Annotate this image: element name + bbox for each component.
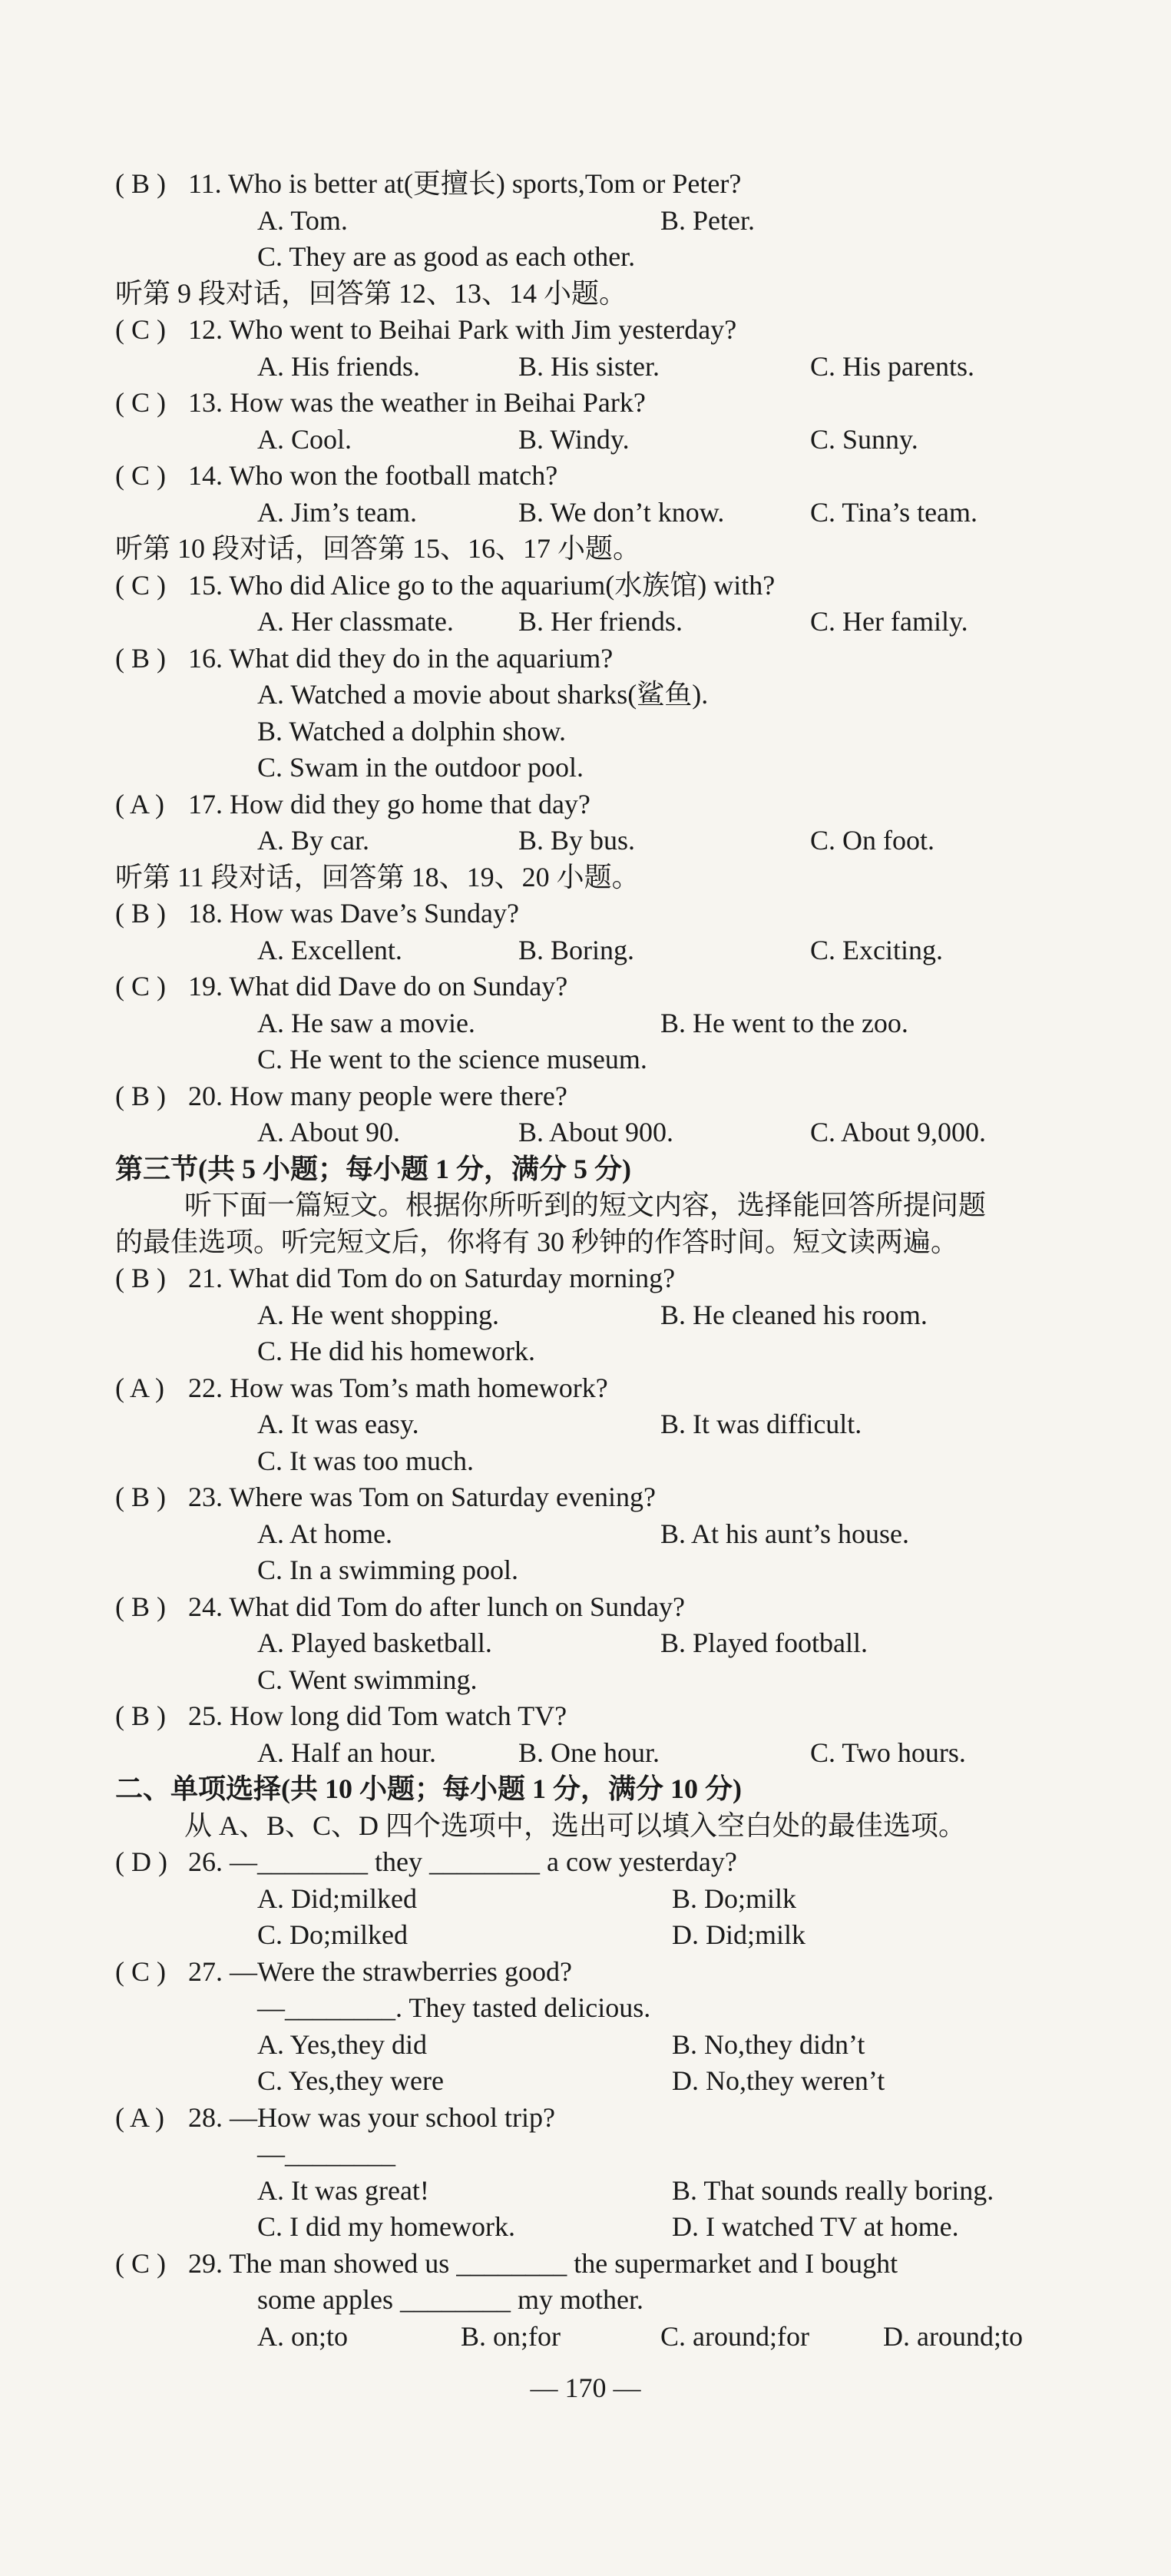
answer-mark: ( B ) [115, 1263, 166, 1293]
options-row [0, 1515, 1171, 1552]
section-three-instruction-text: 听下面一篇短文。根据你所听到的短文内容，选择能回答所提问题 [184, 1190, 987, 1220]
page-footer [0, 2369, 1171, 2406]
q29 [0, 2245, 1171, 2282]
option-text: A. He went shopping. [257, 1299, 499, 1330]
option-text: B. By bus. [518, 825, 636, 856]
question-line [0, 1989, 1171, 2026]
option-text: C. In a swimming pool. [257, 1555, 518, 1585]
options-row [0, 1296, 1171, 1333]
question-stem: 17. How did they go home that day? [188, 788, 590, 819]
question-stem: 11. Who is better at(更擅长) sports,Tom or Peter? [188, 168, 742, 199]
option-d: D. Did;milk [672, 1919, 806, 1950]
option-text: C. Tina’s team. [810, 496, 978, 528]
q27 [0, 1953, 1171, 1990]
section-heading-10 [0, 530, 1171, 567]
option-text: C. Sunny. [810, 423, 918, 455]
option-c: C. I did my homework. [257, 2211, 515, 2242]
question-7 [0, 895, 1171, 932]
question-5 [0, 640, 1171, 677]
q28 [0, 2099, 1171, 2136]
question-0 [0, 165, 1171, 202]
option-text: C. His parents. [810, 350, 974, 382]
options-row [0, 1114, 1171, 1151]
option-text: A. Cool. [257, 423, 352, 455]
section-heading-9 [0, 275, 1171, 312]
question-1 [0, 311, 1171, 348]
answer-mark: ( B ) [115, 898, 166, 929]
option-d: D. No,they weren’t [672, 2065, 885, 2096]
question-stem: 26. —________ they ________ a cow yesterday? [188, 1846, 737, 1877]
option-a: A. Did;milked [257, 1882, 417, 1914]
option-d: D. around;to [883, 2320, 1023, 2352]
question-stem: 19. What did Dave do on Sunday? [188, 971, 568, 1002]
question-8 [0, 968, 1171, 1005]
option-text: B. Played football. [660, 1627, 868, 1658]
question-4 [0, 567, 1171, 604]
options-row [0, 1551, 1171, 1588]
option-a: A. Yes,they did [257, 2028, 428, 2060]
question-line [0, 2281, 1171, 2318]
answer-mark: ( C ) [115, 460, 166, 491]
option-text: C. Two hours. [810, 1737, 966, 1768]
question-stem: 21. What did Tom do on Saturday morning? [188, 1263, 676, 1293]
answer-mark: ( C ) [115, 314, 166, 345]
option-text: C. Exciting. [810, 934, 943, 965]
question-3 [0, 457, 1171, 494]
options-row [0, 713, 1171, 750]
question-stem: 16. What did they do in the aquarium? [188, 642, 614, 674]
section-three-title-text: 第三节(共 5 小题；每小题 1 分，满分 5 分) [115, 1153, 631, 1184]
option-text: C. Her family. [810, 606, 968, 637]
answer-mark: ( D ) [115, 1846, 167, 1877]
answer-mark: ( B ) [115, 1482, 166, 1512]
options-row [0, 1624, 1171, 1661]
question-line-2: some apples ________ my mother. [257, 2284, 643, 2315]
answer-mark: ( A ) [115, 1372, 165, 1403]
answer-mark: ( C ) [115, 387, 166, 418]
question-stem: 12. Who went to Beihai Park with Jim yesterday? [188, 314, 737, 345]
options-row [0, 1661, 1171, 1698]
options-row [0, 749, 1171, 786]
options-row [0, 2208, 1171, 2245]
question-stem: 27. —Were the strawberries good? [188, 1955, 572, 1987]
options-row [0, 932, 1171, 968]
part-two-instruction [0, 1807, 1171, 1844]
page-number: — 170 — [530, 2372, 641, 2403]
answer-mark: ( B ) [115, 1591, 166, 1622]
section-heading-11-text: 听第 11 段对话，回答第 18、19、20 小题。 [115, 861, 640, 892]
answer-mark: ( B ) [115, 168, 166, 199]
question-stem: 28. —How was your school trip? [188, 2101, 555, 2133]
question-stem: 13. How was the weather in Beihai Park? [188, 387, 646, 418]
option-text: B. At his aunt’s house. [660, 1518, 910, 1549]
section-three-instruction [0, 1187, 1171, 1223]
options-row [0, 1406, 1171, 1442]
option-text: A. Watched a movie about sharks(鲨鱼). [257, 679, 709, 710]
options-row [0, 1880, 1171, 1917]
option-text: B. It was difficult. [660, 1409, 862, 1439]
option-text: C. He did his homework. [257, 1336, 535, 1366]
options-row [0, 421, 1171, 458]
part-two-instruction-text: 从 A、B、C、D 四个选项中，选出可以填入空白处的最佳选项。 [184, 1809, 967, 1841]
section-three-instruction-2-text: 的最佳选项。听完短文后，你将有 30 秒钟的作答时间。短文读两遍。 [115, 1226, 959, 1257]
question-13 [0, 1588, 1171, 1625]
option-text: B. We don’t know. [518, 496, 725, 528]
answer-mark: ( C ) [115, 569, 166, 601]
section-heading-10-text: 听第 10 段对话，回答第 15、16、17 小题。 [115, 533, 641, 564]
option-text: C. About 9,000. [810, 1117, 987, 1147]
option-text: B. Windy. [518, 423, 630, 455]
section-heading-9-text: 听第 9 段对话，回答第 12、13、14 小题。 [115, 277, 627, 309]
option-text: B. His sister. [518, 350, 660, 382]
options-row [0, 1005, 1171, 1041]
option-text: A. It was easy. [257, 1409, 419, 1439]
answer-mark: ( C ) [115, 971, 166, 1002]
options-row [0, 238, 1171, 275]
option-text: A. His friends. [257, 350, 420, 382]
options-row [0, 676, 1171, 713]
answer-mark: ( B ) [115, 1700, 166, 1731]
question-12 [0, 1478, 1171, 1515]
answer-mark: ( A ) [115, 2101, 165, 2133]
option-text: A. About 90. [257, 1117, 401, 1147]
options-row [0, 348, 1171, 385]
option-text: A. Her classmate. [257, 606, 454, 637]
option-text: A. By car. [257, 825, 369, 856]
option-text: C. Swam in the outdoor pool. [257, 752, 584, 783]
option-text: B. Her friends. [518, 606, 683, 637]
question-line-2: —________ [257, 2138, 395, 2169]
option-text: B. He went to the zoo. [660, 1007, 908, 1038]
option-text: B. About 900. [518, 1117, 674, 1147]
option-text: A. Half an hour. [257, 1737, 436, 1768]
options-row [0, 2062, 1171, 2099]
option-b: B. Do;milk [672, 1882, 797, 1914]
option-text: C. Went swimming. [257, 1664, 478, 1695]
part-two-title-text: 二、单项选择(共 10 小题；每小题 1 分，满分 10 分) [115, 1773, 742, 1804]
question-stem: 29. The man showed us ________ the supermarket and I bought [188, 2247, 898, 2279]
section-three-instruction-2 [0, 1223, 1171, 1260]
options-row [0, 603, 1171, 640]
option-text: B. He cleaned his room. [660, 1299, 928, 1330]
question-2 [0, 384, 1171, 421]
question-stem: 20. How many people were there? [188, 1080, 567, 1111]
option-c: C. around;for [660, 2320, 809, 2352]
option-a: A. on;to [257, 2320, 349, 2352]
options-row [0, 822, 1171, 859]
options-row [0, 1916, 1171, 1953]
options-row [0, 1442, 1171, 1479]
question-stem: 25. How long did Tom watch TV? [188, 1700, 567, 1731]
option-text: A. Played basketball. [257, 1627, 492, 1658]
option-c: C. Yes,they were [257, 2065, 444, 2096]
section-heading-11 [0, 859, 1171, 896]
question-6 [0, 786, 1171, 823]
options-row [0, 494, 1171, 531]
option-b: B. on;for [461, 2320, 561, 2352]
option-c: C. Do;milked [257, 1919, 408, 1950]
option-text: B. Peter. [660, 204, 755, 236]
option-d: D. I watched TV at home. [672, 2211, 959, 2242]
options-row [0, 202, 1171, 239]
option-text: C. On foot. [810, 825, 934, 856]
section-three-title [0, 1151, 1171, 1187]
part-two-title [0, 1770, 1171, 1807]
option-text: A. Tom. [257, 204, 348, 236]
option-text: B. Watched a dolphin show. [257, 715, 567, 747]
question-stem: 22. How was Tom’s math homework? [188, 1372, 608, 1403]
option-text: A. Excellent. [257, 934, 402, 965]
option-text: C. They are as good as each other. [257, 241, 636, 272]
option-text: A. Jim’s team. [257, 496, 417, 528]
answer-mark: ( B ) [115, 642, 166, 674]
answer-mark: ( C ) [115, 2247, 166, 2279]
option-text: B. One hour. [518, 1737, 660, 1768]
option-a: A. It was great! [257, 2174, 429, 2206]
question-line [0, 2135, 1171, 2172]
option-text: A. He saw a movie. [257, 1007, 475, 1038]
question-stem: 24. What did Tom do after lunch on Sunday? [188, 1591, 686, 1622]
question-10 [0, 1260, 1171, 1296]
answer-mark: ( C ) [115, 1955, 166, 1987]
options-row [0, 1041, 1171, 1078]
options-row [0, 2026, 1171, 2063]
options-row [0, 2318, 1171, 2355]
question-line-2: —________. They tasted delicious. [257, 1992, 651, 2023]
options-row [0, 1333, 1171, 1369]
option-text: C. It was too much. [257, 1445, 474, 1476]
question-stem: 14. Who won the football match? [188, 460, 558, 491]
question-stem: 18. How was Dave’s Sunday? [188, 898, 519, 929]
question-9 [0, 1078, 1171, 1114]
option-text: A. At home. [257, 1518, 392, 1549]
options-row [0, 1734, 1171, 1771]
answer-mark: ( A ) [115, 788, 165, 819]
question-11 [0, 1369, 1171, 1406]
question-stem: 23. Where was Tom on Saturday evening? [188, 1482, 656, 1512]
option-text: B. Boring. [518, 934, 635, 965]
option-b: B. No,they didn’t [672, 2028, 865, 2060]
question-14 [0, 1697, 1171, 1734]
option-text: C. He went to the science museum. [257, 1044, 647, 1074]
answer-mark: ( B ) [115, 1080, 166, 1111]
options-row [0, 2172, 1171, 2209]
option-b: B. That sounds really boring. [672, 2174, 994, 2206]
question-stem: 15. Who did Alice go to the aquarium(水族馆) with? [188, 569, 776, 601]
q26 [0, 1843, 1171, 1880]
